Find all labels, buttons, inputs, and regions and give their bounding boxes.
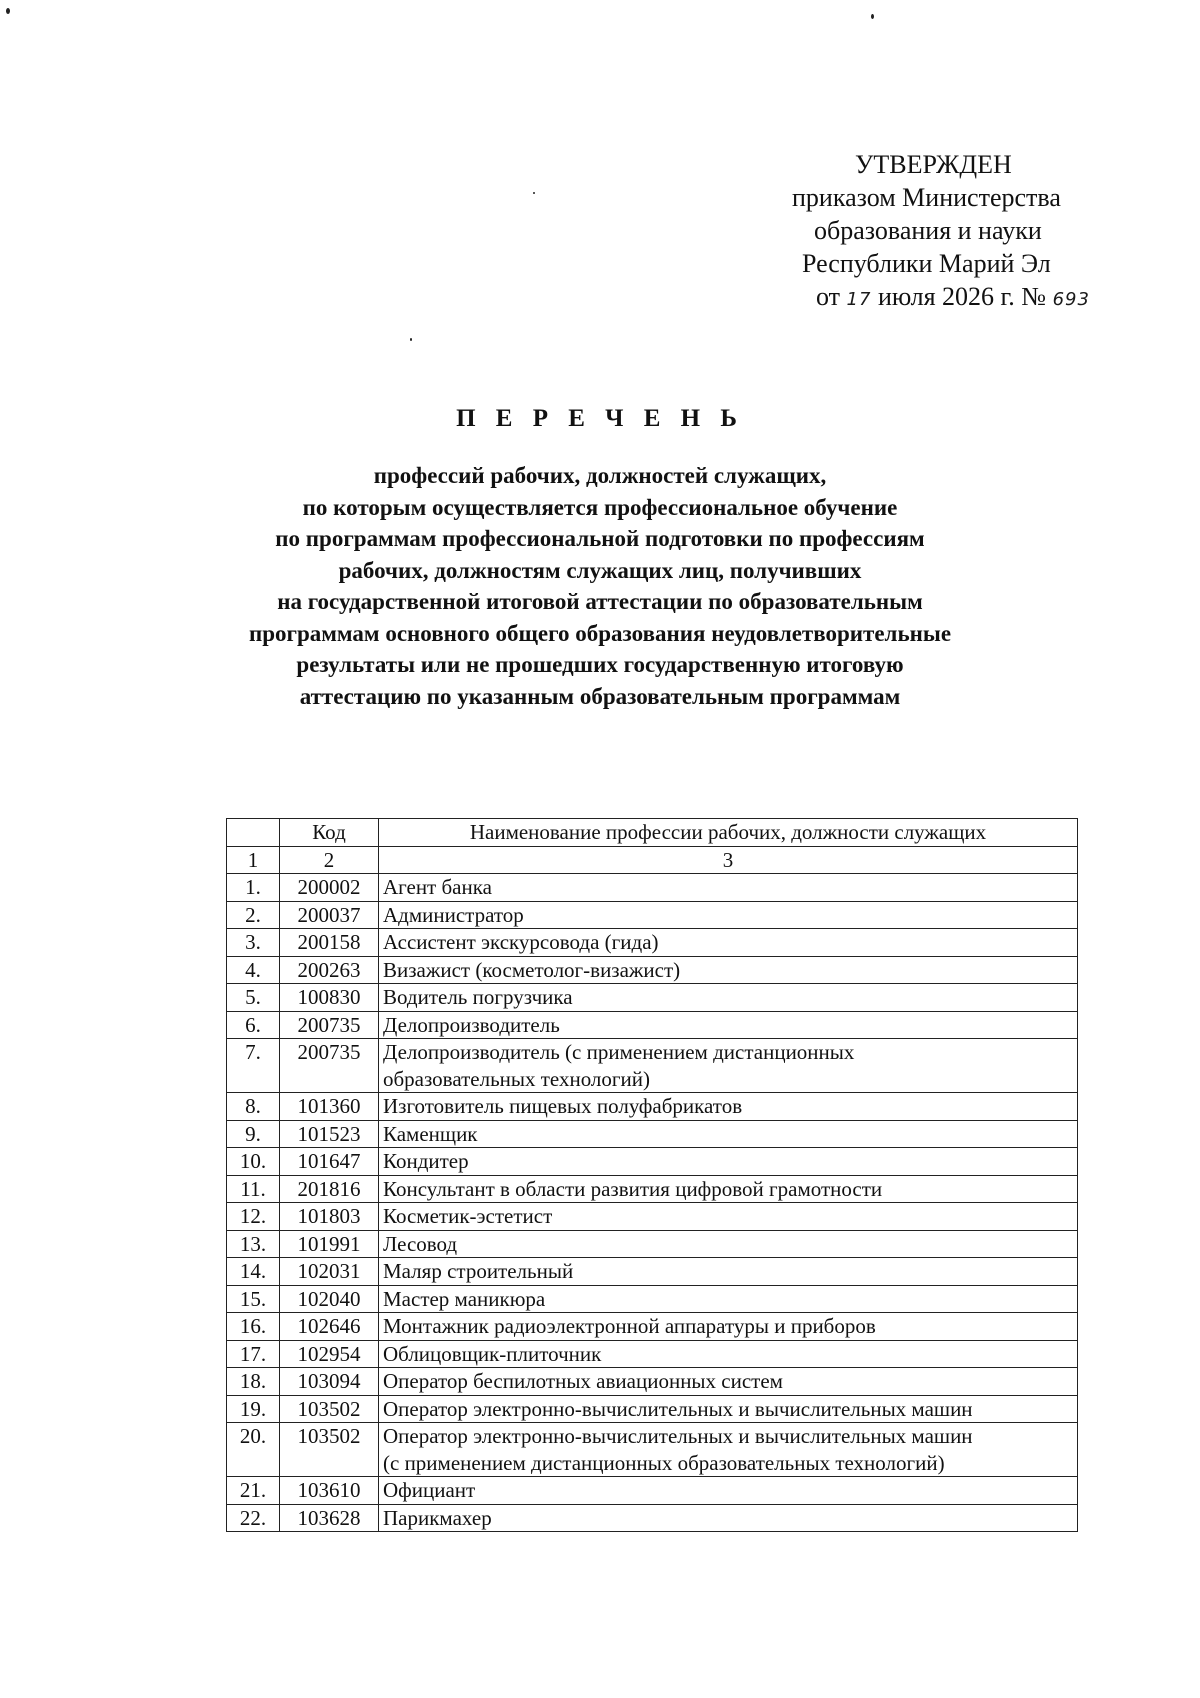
profession-name-cell	[379, 874, 1078, 902]
table-row	[227, 1504, 1078, 1532]
row-number-cell: 11.	[227, 1175, 280, 1203]
row-number-cell: 21.	[227, 1477, 280, 1505]
numbering-cell: 2	[280, 846, 379, 874]
code-cell: 200002	[280, 874, 379, 902]
table-row	[227, 1423, 1078, 1477]
profession-name-cell	[379, 1368, 1078, 1396]
code-cell: 200735	[280, 1039, 379, 1093]
date-rest: июля 2026 г. №	[877, 282, 1047, 311]
row-number-cell: 20.	[227, 1423, 280, 1477]
profession-name-cell	[379, 1258, 1078, 1286]
profession-name-cell	[379, 1285, 1078, 1313]
code-cell: 101647	[280, 1148, 379, 1176]
row-number-cell: 6.	[227, 1011, 280, 1039]
table-row	[227, 1258, 1078, 1286]
profession-name-line: Изготовитель пищевых полуфабрикатов	[383, 1094, 743, 1118]
code-cell: 200158	[280, 929, 379, 957]
subtitle-line: аттестацию по указанным образовательным программам	[299, 683, 901, 709]
row-number-cell: 15.	[227, 1285, 280, 1313]
profession-name-cell	[379, 901, 1078, 929]
code-cell: 101360	[280, 1093, 379, 1121]
header-cell-number	[227, 819, 280, 847]
scan-speck	[6, 8, 10, 14]
subtitle-line: профессий рабочих, должностей служащих,	[373, 463, 827, 488]
row-number-cell: 12.	[227, 1203, 280, 1231]
profession-name-cell	[379, 1120, 1078, 1148]
profession-name-line: Агент банка	[383, 875, 492, 899]
document-subtitle	[180, 460, 1020, 712]
table-row	[227, 1120, 1078, 1148]
profession-name-cell	[379, 1395, 1078, 1423]
row-number-cell: 1.	[227, 874, 280, 902]
row-number-cell: 10.	[227, 1148, 280, 1176]
profession-name-cell	[379, 1203, 1078, 1231]
row-number-cell: 5.	[227, 984, 280, 1012]
row-number-cell: 18.	[227, 1368, 280, 1396]
profession-name-cell	[379, 1477, 1078, 1505]
profession-name-line: Мастер маникюра	[383, 1286, 546, 1311]
row-number-cell: 19.	[227, 1395, 280, 1423]
profession-name-cell	[379, 1175, 1078, 1203]
table-row	[227, 956, 1078, 984]
profession-name-cell	[379, 1340, 1078, 1368]
subtitle-line: рабочих, должностям служащих лиц, получивших	[338, 557, 862, 583]
table-row	[227, 1230, 1078, 1258]
profession-name-line: Косметик-эстетист	[383, 1204, 553, 1228]
row-number-cell: 7.	[227, 1039, 280, 1093]
table-row	[227, 929, 1078, 957]
profession-name-cell	[379, 1504, 1078, 1532]
approval-stamp-block	[770, 148, 1090, 316]
table-row	[227, 1340, 1078, 1368]
row-number-cell: 2.	[227, 901, 280, 929]
profession-name-cell	[379, 1423, 1078, 1477]
profession-name-line: Оператор электронно-вычислительных и вычислительных машин	[383, 1396, 973, 1421]
subtitle-line: по которым осуществляется профессиональное обучение	[302, 494, 898, 520]
profession-name-line: (с применением дистанционных образовательных технологий)	[383, 1450, 945, 1475]
code-cell: 101803	[280, 1203, 379, 1231]
code-cell: 200037	[280, 901, 379, 929]
code-cell: 102646	[280, 1313, 379, 1341]
row-number-cell: 9.	[227, 1120, 280, 1148]
profession-name-cell	[379, 1313, 1078, 1341]
table-row	[227, 1477, 1078, 1505]
header-cell-name: Наименование профессии рабочих, должности служащих	[379, 819, 1078, 847]
subtitle-line: программам основного общего образования неудовлетворительные	[248, 620, 952, 646]
row-number-cell: 13.	[227, 1230, 280, 1258]
scan-speck	[533, 192, 535, 194]
date-prefix: от	[816, 282, 841, 311]
table-row	[227, 984, 1078, 1012]
code-cell: 100830	[280, 984, 379, 1012]
code-cell: 101991	[280, 1230, 379, 1258]
code-cell: 102954	[280, 1340, 379, 1368]
table-row	[227, 874, 1078, 902]
table-row	[227, 1313, 1078, 1341]
row-number-cell: 8.	[227, 1093, 280, 1121]
profession-name-line: Облицовщик-плиточник	[383, 1341, 602, 1366]
code-cell: 200735	[280, 1011, 379, 1039]
profession-name-cell	[379, 1148, 1078, 1176]
row-number-cell: 4.	[227, 956, 280, 984]
profession-name-line: Делопроизводитель (с применением дистанционных	[383, 1040, 855, 1064]
code-cell: 101523	[280, 1120, 379, 1148]
profession-name-cell	[379, 956, 1078, 984]
table-row	[227, 1368, 1078, 1396]
professions-table	[226, 818, 1078, 1532]
profession-name-line: Монтажник радиоэлектронной аппаратуры и приборов	[383, 1314, 876, 1338]
code-cell: 200263	[280, 956, 379, 984]
profession-name-cell	[379, 1011, 1078, 1039]
code-cell: 102040	[280, 1285, 379, 1313]
table-header-row	[227, 819, 1078, 847]
profession-name-line: Ассистент экскурсовода (гида)	[383, 930, 659, 954]
code-cell: 103502	[280, 1423, 379, 1477]
row-number-cell: 14.	[227, 1258, 280, 1286]
profession-name-line: Кондитер	[383, 1149, 469, 1173]
subtitle-line: на государственной итоговой аттестации по образовательным	[277, 589, 923, 614]
table-numbering-row	[227, 846, 1078, 874]
profession-name-line: Парикмахер	[383, 1505, 492, 1530]
table-row	[227, 1285, 1078, 1313]
document-title: П Е Р Е Ч Е Н Ь	[456, 405, 744, 432]
row-number-cell: 16.	[227, 1313, 280, 1341]
approval-heading: УТВЕРЖДЕН	[855, 150, 1012, 179]
row-number-cell: 17.	[227, 1340, 280, 1368]
header-cell-code: Код	[280, 819, 379, 847]
code-cell: 103094	[280, 1368, 379, 1396]
approval-line: Республики Марий Эл	[802, 249, 1051, 278]
profession-name-line: образовательных технологий)	[383, 1066, 650, 1091]
approval-line: образования и науки	[814, 216, 1042, 245]
subtitle-line: результаты или не прошедших государственную итоговую	[296, 652, 904, 677]
table-row	[227, 1011, 1078, 1039]
table-row	[227, 1148, 1078, 1176]
profession-name-line: Оператор электронно-вычислительных и вычислительных машин	[383, 1424, 973, 1448]
profession-name-line: Маляр строительный	[383, 1259, 574, 1283]
approval-date-line	[770, 280, 1090, 316]
row-number-cell: 22.	[227, 1504, 280, 1532]
code-cell: 103502	[280, 1395, 379, 1423]
profession-name-line: Лесовод	[383, 1231, 458, 1256]
table-row	[227, 1093, 1078, 1121]
profession-name-cell	[379, 1039, 1078, 1093]
table-row	[227, 1039, 1078, 1093]
approval-line: приказом Министерства	[792, 183, 1061, 212]
numbering-cell: 3	[379, 846, 1078, 874]
profession-name-line: Администратор	[383, 902, 524, 927]
handwritten-day: 17	[846, 289, 872, 310]
code-cell: 201816	[280, 1175, 379, 1203]
profession-name-line: Визажист (косметолог-визажист)	[383, 957, 681, 982]
profession-name-line: Официант	[383, 1478, 476, 1502]
table-row	[227, 1395, 1078, 1423]
profession-name-cell	[379, 929, 1078, 957]
row-number-cell: 3.	[227, 929, 280, 957]
profession-name-cell	[379, 1093, 1078, 1121]
table-row	[227, 1175, 1078, 1203]
numbering-cell: 1	[227, 846, 280, 874]
code-cell: 102031	[280, 1258, 379, 1286]
profession-name-line: Консультант в области развития цифровой грамотности	[383, 1176, 883, 1201]
code-cell: 103610	[280, 1477, 379, 1505]
profession-name-line: Каменщик	[383, 1121, 478, 1146]
table-row	[227, 901, 1078, 929]
table-row	[227, 1203, 1078, 1231]
subtitle-line: по программам профессиональной подготовки по профессиям	[275, 526, 925, 551]
handwritten-number: 693	[1052, 289, 1090, 310]
scan-speck	[871, 14, 874, 19]
profession-name-line: Оператор беспилотных авиационных систем	[383, 1369, 783, 1393]
code-cell: 103628	[280, 1504, 379, 1532]
profession-name-line: Делопроизводитель	[383, 1012, 560, 1037]
scan-speck	[410, 338, 412, 341]
profession-name-cell	[379, 1230, 1078, 1258]
profession-name-cell	[379, 984, 1078, 1012]
profession-name-line: Водитель погрузчика	[383, 985, 573, 1009]
